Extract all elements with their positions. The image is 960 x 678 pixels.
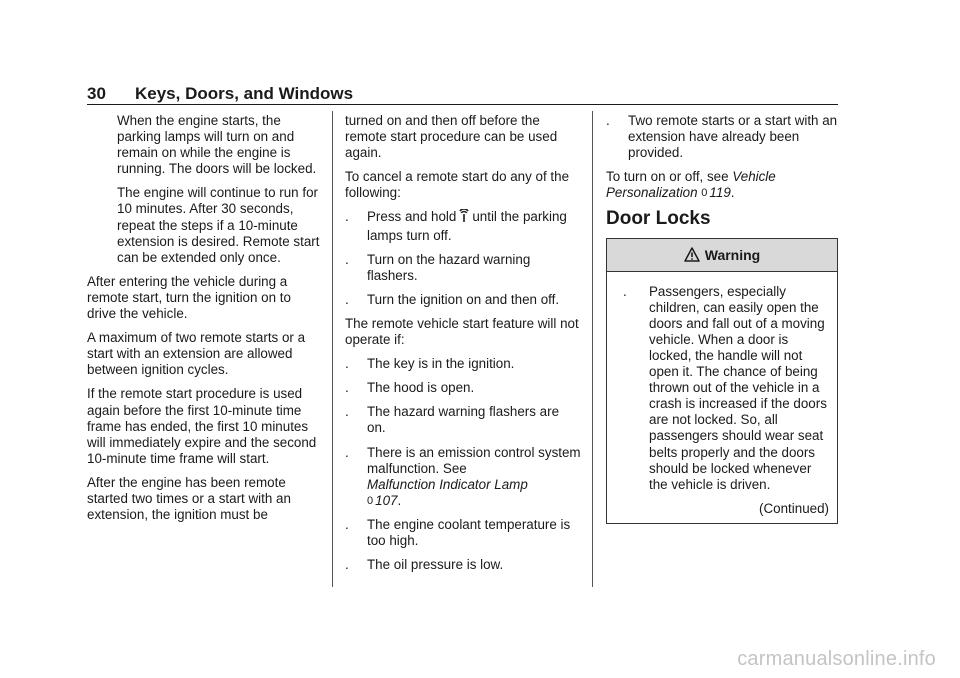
page-header (87, 84, 838, 104)
header-rule (87, 104, 838, 105)
bullet-text: There is an emission control system malfunction. See (367, 444, 581, 476)
paragraph: The remote vehicle start feature will not operate if: (345, 315, 579, 348)
list-item (345, 209, 581, 243)
paragraph: When the engine starts, the parking lamps will turn on and remain on while the engine is running. The doors will be locked. (117, 113, 317, 177)
bullet-text: Turn on the hazard warning flashers. (367, 251, 531, 283)
list-item (345, 356, 581, 372)
bullet-mark: . (345, 444, 349, 460)
bullet-mark: . (345, 291, 349, 307)
paragraph-text: To turn on or off, see (606, 169, 729, 185)
list-item (606, 113, 838, 161)
cross-reference-link[interactable]: Malfunction Indicator Lamp (367, 476, 528, 492)
paragraph: After the engine has been remote started two times or a start with an extension, the ignition must be (87, 474, 291, 523)
warning-title: Warning (704, 246, 761, 263)
list-item (345, 380, 581, 396)
bullet-mark: . (345, 557, 349, 573)
paragraph: To turn on or off, see Vehicle Personalization 0 119. (606, 169, 776, 201)
page-number: 30 (87, 84, 106, 103)
watermark: carmanualsonline.info (737, 648, 936, 670)
list-item (345, 292, 581, 308)
list-item: . There is an emission control system malfunction. See Malfunction Indicator Lamp 0 107. (345, 444, 581, 508)
bullet-mark: . (345, 380, 349, 396)
paragraph: To cancel a remote start do any of the following: (345, 169, 570, 201)
section-title: Keys, Doors, and Windows (135, 84, 354, 103)
list-item (345, 404, 581, 436)
bullet-text: The hazard warning flashers are on. (367, 404, 560, 436)
list-item (345, 517, 581, 549)
bullet-text: The oil pressure is low. (367, 557, 504, 573)
list-item (615, 284, 829, 493)
paragraph: turned on and then off before the remote start procedure can be used again. (345, 113, 558, 161)
bullet-text: The hood is open. (367, 380, 475, 396)
bullet-text: Passengers, especially children, can easily open the doors and fall out of a moving vehicle. When a door is locked, the handle will not open it. The chance of being thrown out of the vehicle in a crash is increased if the doors are not locked. So, all passengers should wear seat belts properly and the doors should be locked whenever the vehicle is driven. (649, 283, 827, 492)
column-1 (87, 113, 323, 531)
warning-body (607, 272, 837, 523)
warning-icon (684, 247, 700, 262)
bullet-mark: . (345, 516, 349, 532)
remote-start-icon (458, 209, 470, 227)
list-item (345, 557, 581, 573)
warning-box (606, 238, 838, 524)
page-reference-icon: 0 (701, 187, 708, 200)
column-3 (606, 113, 838, 524)
warning-header (607, 239, 837, 272)
page-reference-icon: 0 (367, 494, 374, 507)
section-heading: Door Locks (606, 208, 711, 230)
bullet-text: until the parking lamps turn off. (367, 209, 567, 243)
bullet-mark: . (345, 251, 349, 267)
bullet-mark: . (623, 283, 627, 299)
bullet-text: The engine coolant temperature is too high. (367, 516, 571, 548)
page-reference[interactable]: 107 (375, 492, 398, 508)
list-item (345, 252, 581, 284)
paragraph: A maximum of two remote starts or a start with an extension are allowed between ignition cycles. (87, 330, 306, 378)
bullet-text: Turn the ignition on and then off. (367, 291, 560, 307)
page-reference[interactable]: 119 (709, 185, 731, 201)
continued-label: (Continued) (759, 500, 829, 516)
bullet-mark: . (606, 113, 610, 128)
cross-reference-link[interactable]: Vehicle Personalization (606, 169, 776, 201)
paragraph: The engine will continue to run for 10 minutes. After 30 seconds, repeat the steps if a 10-minute extension is desired. Remote start can be extended only once. (117, 185, 320, 265)
bullet-mark: . (345, 404, 349, 420)
bullet-text: Two remote starts or a start with an extension have already been provided. (628, 113, 838, 161)
bullet-mark: . (345, 356, 349, 372)
paragraph: If the remote start procedure is used again before the first 10-minute time frame has ended, the first 10 minutes will immediately expire and the second 10-minute time frame will start. (87, 386, 317, 466)
column-divider-1 (332, 111, 333, 587)
column-divider-2 (592, 111, 593, 587)
column-2 (345, 113, 581, 581)
paragraph: After entering the vehicle during a remote start, turn the ignition on to drive the vehicle. (87, 273, 291, 322)
bullet-text: The key is in the ignition. (367, 356, 515, 372)
bullet-text: Press and hold (367, 209, 457, 225)
bullet-mark: . (345, 209, 349, 225)
